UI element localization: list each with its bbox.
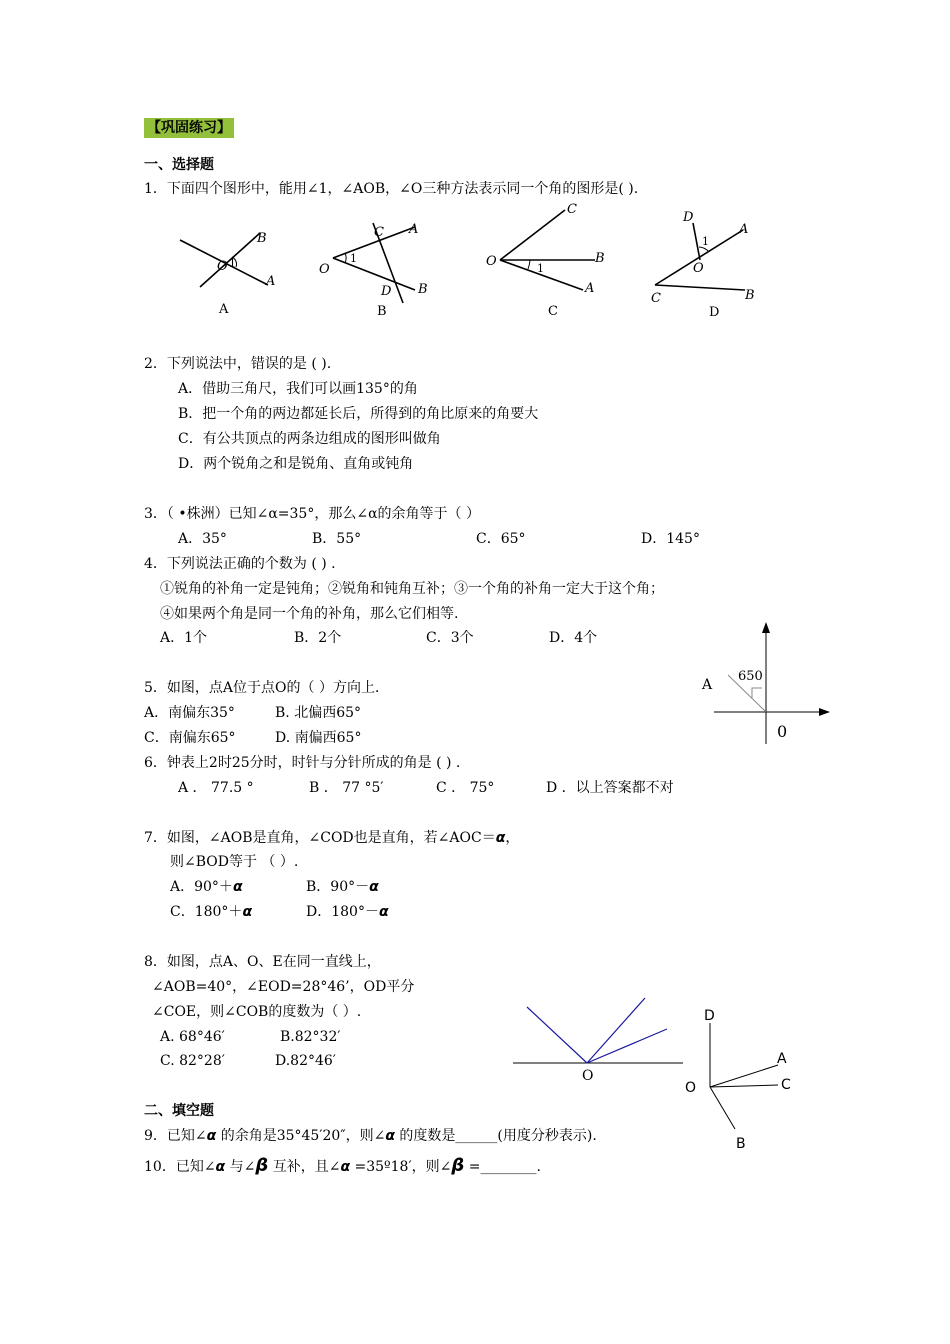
part2-title: 二、填空题 [144, 1103, 214, 1119]
q5-fig-label-a: A [702, 677, 713, 693]
q5-option-d: D. 南偏西65° [275, 730, 362, 746]
q1-c-label-b: B [595, 251, 605, 266]
q2-option-c: C．有公共顶点的两条边组成的图形叫做角 [178, 431, 441, 447]
q8-option-d: D.82°46′ [275, 1053, 336, 1069]
q7-option-c: C．180°＋α [170, 904, 253, 920]
q1-a-label-a: A [266, 274, 276, 289]
q6-option-d: D ．以上答案都不对 [546, 780, 674, 796]
q7-option-a: A．90°＋α [170, 879, 243, 895]
q1-figure-c [485, 200, 615, 325]
q9-blank: ______ [455, 1128, 498, 1144]
q8-line3: ∠COE，则∠COB的度数为（ ）. [152, 1004, 362, 1020]
q1-a-label-o: O [217, 259, 228, 274]
q2-text: 2．下列说法中，错误的是 ( ). [144, 356, 332, 372]
q7-option-d: D．180°－α [306, 904, 389, 920]
q1-d-label-c: C [651, 291, 661, 306]
q8-figure-1 [505, 990, 695, 1090]
q8-option-b: B.82°32′ [280, 1029, 341, 1045]
q1-c-caption: C [548, 304, 558, 319]
q1-d-label-1: 1 [702, 235, 709, 248]
q1-c-label-a: A [585, 281, 595, 296]
q8-fig2-label-c: C [781, 1077, 791, 1093]
q1-d-label-a: A [739, 222, 749, 237]
q1-c-label-1: 1 [537, 262, 544, 275]
q1-figure-a [170, 225, 280, 325]
q8-fig2-label-o: O [685, 1080, 697, 1096]
q8-fig1-label-o: O [582, 1068, 594, 1084]
q4-option-d: D．4个 [549, 630, 598, 646]
q3-option-a: A．35° [178, 531, 227, 547]
q1-d-label-o: O [693, 261, 704, 276]
q3-option-d: D．145° [641, 531, 700, 547]
q9-text: 9．已知∠α 的余角是35°45′20″，则∠α 的度数是______(用度分秒表示). [144, 1128, 597, 1144]
q2-option-d: D．两个锐角之和是锐角、直角或钝角 [178, 456, 414, 472]
q3-text: 3．（ •株洲）已知∠α=35°，那么∠α的余角等于（ ） [144, 506, 480, 522]
q5-fig-angle: 650 [738, 669, 763, 684]
q7-text: 7．如图，∠AOB是直角，∠COD也是直角，若∠AOC＝α， [144, 830, 520, 846]
q1-c-label-o: O [486, 254, 497, 269]
q8-option-c: C. 82°28′ [160, 1053, 225, 1069]
q4-option-c: C．3个 [426, 630, 474, 646]
q4-line2: ④如果两个角是同一个角的补角，那么它们相等. [160, 606, 459, 622]
q7-alpha: α [495, 830, 506, 846]
q4-option-a: A．1个 [160, 630, 208, 646]
q1-b-caption: B [377, 304, 387, 319]
q1-d-caption: D [709, 305, 720, 320]
q1-c-label-c: C [567, 202, 577, 217]
q1-d-label-d: D [683, 210, 694, 225]
q1-a-label-1: 1 [229, 257, 236, 270]
q6-text: 6．钟表上2时25分时，时针与分针所成的角是 ( ) . [144, 755, 461, 771]
q7-option-b: B．90°－α [306, 879, 379, 895]
q1-b-label-1: 1 [350, 252, 357, 265]
q8-fig2-label-b: B [736, 1136, 746, 1152]
q6-option-a: A ． 77.5 ° [178, 780, 254, 796]
q8-fig2-label-d: D [704, 1008, 715, 1024]
q1-a-caption: A [219, 302, 229, 317]
q8-line1: 8．如图，点A、O、E在同一直线上， [144, 954, 381, 970]
q3-option-b: B．55° [312, 531, 362, 547]
q5-figure [700, 620, 835, 750]
q10-text: 10．已知∠α 与∠β 互补，且∠α =35º18′，则∠β =________. [144, 1155, 541, 1176]
q4-line1: ①锐角的补角一定是钝角；②锐角和钝角互补；③一个角的补角一定大于这个角； [160, 581, 664, 597]
q5-fig-label-o: 0 [777, 722, 788, 741]
q7-line2: 则∠BOD等于 （ ）. [170, 854, 299, 870]
q1-b-label-c: C [374, 225, 384, 240]
q1-d-label-b: B [745, 288, 755, 303]
q1-text: 1．下面四个图形中，能用∠1，∠AOB，∠O三种方法表示同一个角的图形是( ). [144, 181, 639, 197]
q8-option-a: A. 68°46′ [160, 1029, 225, 1045]
q1-a-label-b: B [257, 231, 267, 246]
q1-b-label-d: D [381, 284, 392, 299]
q5-text: 5．如图，点A位于点O的（ ）方向上． [144, 680, 389, 696]
q2-option-b: B．把一个角的两边都延长后，所得到的角比原来的角要大 [178, 406, 539, 422]
q1-figure-b [315, 215, 435, 325]
q8-figure-2 [680, 1005, 810, 1155]
part1-title: 一、选择题 [144, 157, 214, 173]
q4-option-b: B．2个 [294, 630, 342, 646]
q10-blank: ________ [480, 1159, 537, 1175]
q1-b-label-a: A [409, 222, 419, 237]
q3-option-c: C．65° [476, 531, 526, 547]
q5-option-c: C．南偏东65° [144, 730, 236, 746]
q6-option-c: C ． 75° [436, 780, 495, 796]
q1-b-label-b: B [418, 282, 428, 297]
q5-option-b: B. 北偏西65° [275, 705, 362, 721]
q1-b-label-o: O [319, 262, 330, 277]
q8-fig2-label-a: A [777, 1051, 787, 1067]
q2-option-a: A．借助三角尺，我们可以画135°的角 [178, 381, 418, 397]
q5-option-a: A．南偏东35° [144, 705, 235, 721]
section-title: 【巩固练习】 [144, 118, 234, 138]
q6-option-b: B ． 77 °5′ [309, 780, 384, 796]
q8-line2: ∠AOB=40°，∠EOD=28°46’，OD平分 [152, 979, 415, 995]
q1-figure-d [645, 205, 765, 325]
q4-text: 4．下列说法正确的个数为 ( ) . [144, 556, 336, 572]
